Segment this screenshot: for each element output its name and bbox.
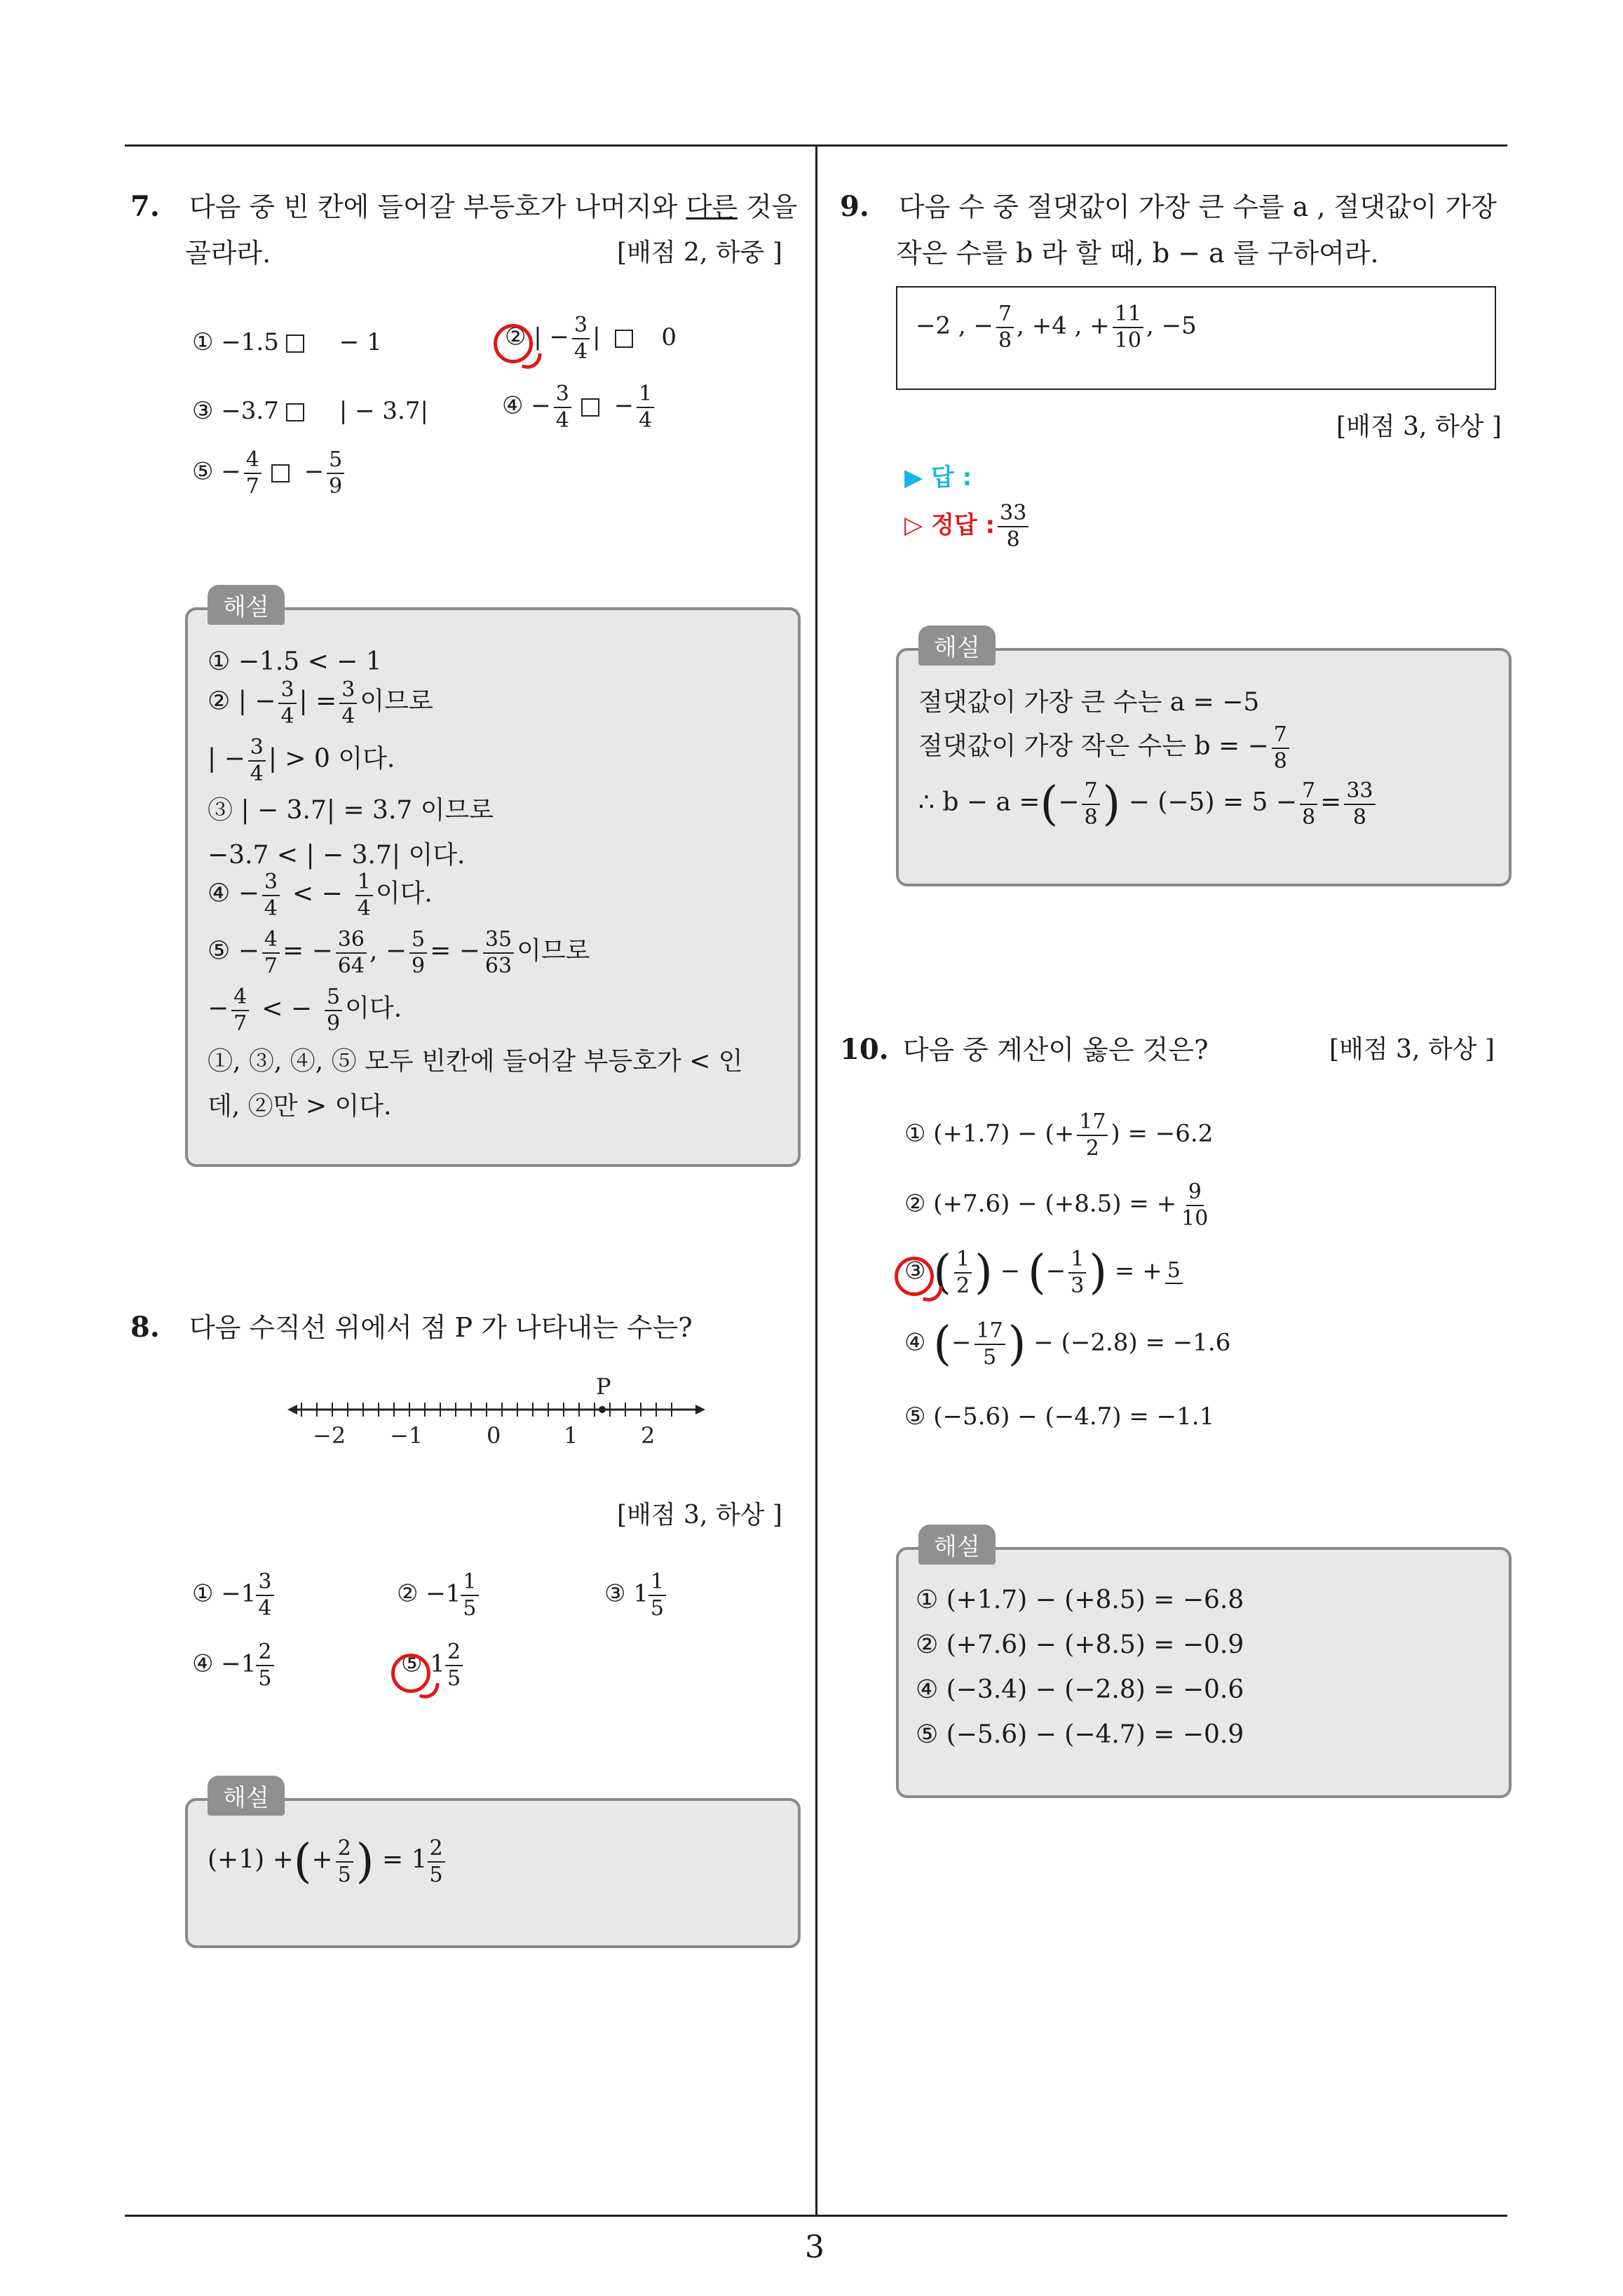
q9-exp-line3: ∴ b − a =(− $\frac{7}{8}$ ) − (−5) = 5 − $\frac{7}{8}$ = $\frac{33}{8}$ <box>918 780 1378 828</box>
q10-question: 10. 다음 중 계산이 옳은 것은? <box>840 1033 1209 1066</box>
q10-option-1[interactable]: ① (+1.7) − (+ $\frac{17}{2}$ ) = −6.2 <box>904 1109 1214 1161</box>
q9-correct-answer: ▷ 정답 : $\frac{33}{8}$ <box>904 501 1031 551</box>
q7-question: 7. 다음 중 빈 칸에 들어갈 부등호가 나머지와 다른 것을 <box>130 190 798 223</box>
q7-option-3[interactable]: ③ −3.7 | − 3.7| <box>192 397 428 425</box>
q10-score: [배점 3, 하상 ] <box>1329 1035 1495 1064</box>
q8-option-1[interactable]: ① −1 $\frac{3}{4}$ <box>192 1571 277 1619</box>
q8-exp-line: (+1) +(+ $\frac{2}{5}$ ) = 1 $\frac{2}{5}$ <box>208 1837 448 1886</box>
q7-exp-line2: ② | − $\frac{3}{4}$ | = $\frac{3}{4}$ 이므로 <box>208 677 433 729</box>
blank-square-icon <box>615 330 633 348</box>
tick-label: −2 <box>313 1422 346 1449</box>
q10-explanation-tag: 해설 <box>918 1525 996 1565</box>
q10-option-4[interactable]: ④ (− $\frac{17}{5}$ ) − (−2.8) = −1.6 <box>904 1316 1231 1371</box>
q8-score: [배점 3, 하상 ] <box>617 1501 782 1529</box>
tick-label: 2 <box>641 1422 656 1449</box>
q7-exp-line3: | − $\frac{3}{4}$ | > 0 이다. <box>208 735 395 786</box>
q7-question-line2: 골라라. <box>185 238 271 269</box>
q7-exp-line6: ④ − $\frac{3}{4}$ < − $\frac{1}{4}$ 이다. <box>208 870 433 921</box>
q10-exp-line4: ⑤ (−5.6) − (−4.7) = −0.9 <box>916 1720 1244 1749</box>
q7-exp-line1: ① −1.5 < − 1 <box>208 647 382 676</box>
q7-option-5[interactable]: ⑤ − $\frac{4}{7}$ − $\frac{5}{9}$ <box>192 449 347 497</box>
q7-exp-line9: ①, ③, ④, ⑤ 모두 빈칸에 들어갈 부등호가 < 인 <box>208 1047 743 1076</box>
q9-answer-input[interactable] <box>1017 456 1227 498</box>
q9-number-list: −2 , − $\frac{7}{8}$ , +4 , + $\frac{11}{10}$ , −5 <box>916 302 1197 353</box>
blank-square-icon <box>286 335 304 353</box>
blank-square-icon <box>581 398 599 417</box>
q10-exp-line2: ② (+7.6) − (+8.5) = −0.9 <box>916 1630 1244 1659</box>
blank-square-icon <box>271 464 290 482</box>
q8-option-5[interactable]: ⑤ 1 $\frac{2}{5}$ <box>401 1641 466 1689</box>
q7-number: 7. <box>130 190 160 223</box>
q8-option-4[interactable]: ④ −1 $\frac{2}{5}$ <box>192 1641 277 1689</box>
q9-number: 9. <box>840 190 869 223</box>
tick-label: 0 <box>487 1422 501 1449</box>
q7-exp-line8: − $\frac{4}{7}$ < − $\frac{5}{9}$ 이다. <box>208 985 402 1036</box>
point-p-marker <box>599 1406 606 1413</box>
column-divider <box>815 144 817 2216</box>
selected-answer-circle-icon <box>494 324 533 363</box>
selected-answer-circle-icon <box>391 1654 430 1693</box>
q10-option-2[interactable]: ② (+7.6) − (+8.5) = + $\frac{9}{10}$ <box>904 1180 1209 1231</box>
point-p-label: P <box>596 1375 611 1400</box>
q9-question: 9. 다음 수 중 절댓값이 가장 큰 수를 a , 절댓값이 가장 <box>840 190 1497 223</box>
q8-option-2[interactable]: ② −1 $\frac{1}{5}$ <box>397 1571 482 1619</box>
q9-score: [배점 3, 하상 ] <box>1336 412 1502 441</box>
q7-score: [배점 2, 하중 ] <box>617 238 782 267</box>
q10-number: 10. <box>840 1033 889 1066</box>
number-line <box>287 1375 708 1452</box>
q9-exp-line1: 절댓값이 가장 큰 수는 a = −5 <box>918 688 1260 717</box>
blank-square-icon <box>286 403 304 421</box>
q7-explanation-tag: 해설 <box>208 585 285 625</box>
q9-question-line2: 작은 수를 b 라 할 때, b − a 를 구하여라. <box>896 238 1379 269</box>
q8-number: 8. <box>130 1311 160 1344</box>
q10-exp-line3: ④ (−3.4) − (−2.8) = −0.6 <box>916 1675 1244 1704</box>
page-number: 3 <box>805 2229 824 2265</box>
q9-answer-label: ▶ 답 : <box>904 464 972 492</box>
q10-option-5[interactable]: ⑤ (−5.6) − (−4.7) = −1.1 <box>904 1403 1215 1431</box>
q7-exp-line10: 데, ②만 > 이다. <box>208 1092 392 1121</box>
q8-question: 8. 다음 수직선 위에서 점 P 가 나타내는 수는? <box>130 1311 693 1344</box>
q10-exp-line1: ① (+1.7) − (+8.5) = −6.8 <box>916 1586 1244 1614</box>
selected-answer-circle-icon <box>895 1257 934 1296</box>
q9-explanation-tag: 해설 <box>918 626 996 666</box>
q10-option-3[interactable]: ③ ( $\frac{1}{2}$ ) − (− $\frac{1}{3}$ ) = + 5 <box>904 1248 1186 1297</box>
q7-exp-line4: ③ | − 3.7| = 3.7 이므로 <box>208 796 494 825</box>
q7-option-2[interactable]: ② | − $\frac{3}{4}$ | 0 <box>505 313 677 364</box>
q8-explanation-tag: 해설 <box>208 1776 285 1816</box>
q7-exp-line5: −3.7 < | − 3.7| 이다. <box>208 841 466 870</box>
tick-label: 1 <box>564 1422 578 1449</box>
q7-option-4[interactable]: ④ − $\frac{3}{4}$ − $\frac{1}{4}$ <box>502 383 657 431</box>
q8-option-3[interactable]: ③ 1 $\frac{1}{5}$ <box>604 1571 669 1619</box>
q7-option-1[interactable]: ① −1.5 − 1 <box>192 328 382 356</box>
bottom-rule <box>125 2215 1507 2217</box>
tick-label: −1 <box>390 1422 423 1449</box>
q7-exp-line7: ⑤ − $\frac{4}{7}$ = − $\frac{36}{64}$ , − $\frac{5}{9}$ = − $\frac{35}{63}$ 이므로 <box>208 927 590 978</box>
q9-exp-line2: 절댓값이 가장 작은 수는 b = − $\frac{7}{8}$ <box>918 724 1292 772</box>
